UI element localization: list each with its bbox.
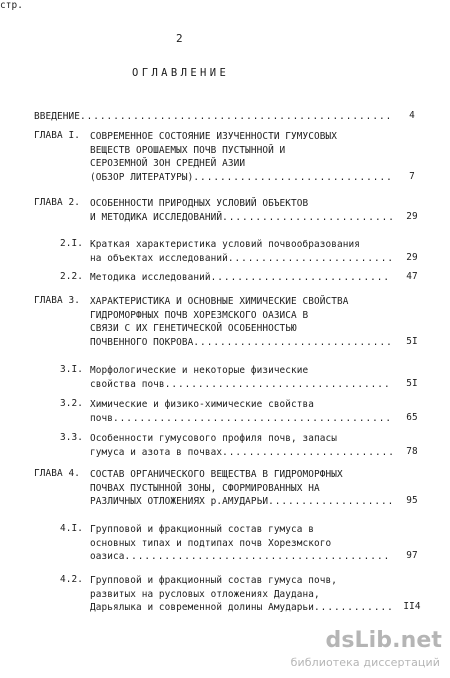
toc-entry-page: II4	[403, 601, 421, 612]
toc-entry-page: 5I	[406, 377, 418, 389]
toc-entry-line: развитых на русловых отложениях Даудана,	[90, 588, 320, 600]
toc-entry-line: Групповой и фракционный состав гумуса в	[90, 524, 315, 535]
toc-entry-page: 65	[406, 411, 418, 423]
toc-entry-page: 78	[406, 445, 418, 457]
toc-entry-label: 4.2.	[60, 574, 83, 585]
toc-entry-line: Химические и физико-химические свойства	[90, 399, 315, 410]
toc-entry-line: Групповой и фракционный состав гумуса почв,	[90, 575, 338, 586]
toc-entry-page: 7	[409, 170, 415, 182]
toc-entry-page: 4	[409, 110, 415, 121]
toc-entry-line: ВВЕДЕНИЕ	[34, 111, 80, 122]
dot-leader	[80, 110, 392, 124]
toc-entry-line: Методика исследований	[90, 272, 211, 283]
toc-entry-label: ГЛАВА I.	[34, 130, 80, 141]
toc-entry-line: (ОБЗОР ЛИТЕРАТУРЫ)	[90, 171, 194, 183]
dot-leader	[124, 550, 392, 564]
toc-entry-page: 97	[406, 550, 418, 561]
toc-entry-label: ГЛАВА 2.	[34, 197, 80, 208]
toc-title: ОГЛАВЛЕНИЕ	[132, 67, 230, 79]
toc-entry-line: ХАРАКТЕРИСТИКА И ОСНОВНЫЕ ХИМИЧЕСКИЕ СВОЙСТВА	[90, 296, 349, 307]
toc-entry-page: 5I	[406, 335, 418, 347]
dot-leader	[314, 601, 392, 615]
toc-entry-line: ВЕЩЕСТВ ОРОШАЕМЫХ ПОЧВ ПУСТЫННОЙ И	[90, 144, 286, 156]
toc-entry-line: Краткая характеристика условий почвообразования	[90, 239, 360, 250]
toc-entry-label: 3.I.	[60, 364, 83, 375]
toc-entry-line: оазиса	[90, 551, 125, 562]
toc-entry-line: И МЕТОДИКА ИССЛЕДОВАНИЙ	[90, 211, 223, 223]
toc-entry-label: ГЛАВА 3.	[34, 295, 80, 306]
dot-leader	[193, 336, 392, 350]
toc-entry-line: ПОЧВАХ ПУСТЫННОЙ ЗОНЫ, СФОРМИРОВАННЫХ НА	[90, 482, 320, 494]
toc-entry-label: 2.I.	[60, 238, 83, 249]
toc-entry-line: РАЗЛИЧНЫХ ОТЛОЖЕНИЯХ р.АМУДАРЬИ	[90, 496, 269, 507]
dot-leader	[113, 412, 392, 426]
toc-entry-label: 4.I.	[60, 523, 83, 534]
toc-entry-line: СВЯЗИ С ИХ ГЕНЕТИЧЕСКОЙ ОСОБЕННОСТЬЮ	[90, 323, 297, 334]
toc-entry-line: СОСТАВ ОРГАНИЧЕСКОГО ВЕЩЕСТВА В ГИДРОМОРФНЫХ	[90, 469, 343, 480]
watermark-subtitle: библиотека диссертаций	[290, 656, 440, 669]
toc-entry-label: 3.3.	[60, 432, 83, 443]
toc-entry-line: ГИДРОМОРФНЫХ ПОЧВ ХОРЕЗМСКОГО ОАЗИСА В	[90, 309, 309, 321]
toc-entry-page: 47	[406, 271, 418, 282]
toc-entry-label: ГЛАВА 4.	[34, 468, 80, 479]
dot-leader	[222, 446, 392, 460]
toc-entry-label: 2.2.	[60, 271, 83, 282]
toc-entry-line: Морфологические и некоторые физические	[90, 365, 309, 376]
toc-entry-line: почв	[90, 412, 113, 424]
toc-entry-line: СОВРЕМЕННОЕ СОСТОЯНИЕ ИЗУЧЕННОСТИ ГУМУСОВЫХ	[90, 131, 338, 142]
dot-leader	[228, 252, 392, 266]
watermark	[268, 628, 448, 674]
toc-entry-page: 29	[406, 210, 418, 222]
toc-entry-page: 29	[406, 251, 418, 263]
toc-entry-page: 95	[406, 495, 418, 506]
watermark-logo: dsLib.net	[325, 628, 442, 653]
dot-leader	[222, 211, 392, 225]
dot-leader	[165, 378, 392, 392]
page-column-header: стр.	[0, 0, 23, 11]
toc-entry-line: гумуса и азота в почвах	[90, 446, 223, 458]
toc-entry-line: свойства почв	[90, 378, 165, 390]
toc-entry-line: на объектах исследований	[90, 252, 228, 264]
dot-leader	[211, 271, 392, 285]
toc-entry-label: 3.2.	[60, 398, 83, 409]
page-number: 2	[176, 32, 183, 45]
toc-entry-line: Дарьялыка и современной долины Амударьи	[90, 602, 315, 613]
dot-leader	[268, 495, 392, 509]
toc-entry-line: ОСОБЕННОСТИ ПРИРОДНЫХ УСЛОВИЙ ОБЪЕКТОВ	[90, 198, 309, 209]
toc-entry-line: ПОЧВЕННОГО ПОКРОВА	[90, 336, 194, 348]
dot-leader	[193, 171, 392, 185]
toc-entry-line: СЕРОЗЕМНОЙ ЗОН СРЕДНЕЙ АЗИИ	[90, 158, 246, 169]
toc-entry-line: основных типах и подтипах почв Хорезмского	[90, 537, 332, 549]
toc-entry-line: Особенности гумусового профиля почв, запасы	[90, 433, 338, 444]
